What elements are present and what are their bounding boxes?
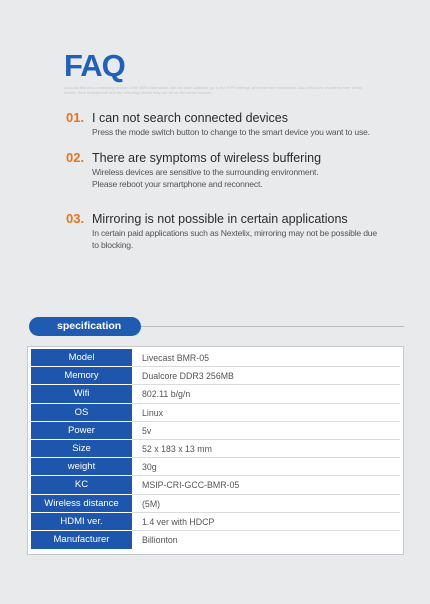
table-row	[31, 495, 400, 513]
spec-value: 802.11 b/g/n	[132, 385, 400, 403]
spec-value: 52 x 183 x 13 mm	[132, 440, 400, 458]
table-row	[31, 440, 400, 458]
spec-value: Dualcore DDR3 256MB	[132, 367, 400, 385]
spec-value: 5v	[132, 422, 400, 440]
faq-subtitle: Livecast Mirror is a mirroring device. If the WiFi information has not been updated, go to the WiFi settings, and reset the connection. Also check the model number of the device. Your smartphone and the mirroring device may not be on the same network.	[64, 85, 362, 95]
spec-value: Billionton	[142, 534, 178, 545]
faq-item	[66, 211, 406, 251]
table-row	[31, 458, 400, 476]
spec-value: MSIP-CRI-GCC-BMR-05	[132, 476, 400, 494]
spec-key: OS	[31, 404, 132, 422]
faq-question: Mirroring is not possible in certain applications	[92, 212, 348, 226]
faq-item	[66, 110, 406, 138]
spec-value: Linux	[132, 404, 400, 422]
spec-key: Model	[31, 349, 132, 367]
table-row	[31, 385, 400, 403]
spec-key: Size	[31, 440, 132, 458]
table-row	[31, 349, 400, 367]
spec-key: Power	[31, 422, 132, 440]
spec-key: HDMI ver.	[31, 513, 132, 531]
spec-value: Livecast BMR-05	[132, 349, 400, 367]
faq-question: There are symptoms of wireless buffering	[92, 151, 322, 165]
spec-table	[27, 346, 404, 555]
specification-label: specification	[29, 317, 141, 336]
spec-key: Manufacturer	[31, 531, 132, 549]
divider	[141, 326, 404, 327]
spec-value: 30g	[132, 458, 400, 476]
spec-value: 1.4 ver with HDCP	[132, 513, 400, 531]
faq-title: FAQ	[64, 48, 125, 83]
spec-key: Wifi	[31, 385, 132, 403]
table-row	[31, 531, 400, 549]
spec-value: (5M)	[132, 495, 400, 513]
faq-question: I can not search connected devices	[92, 111, 288, 125]
table-row	[31, 422, 400, 440]
table-row	[31, 404, 400, 422]
spec-key: Memory	[31, 367, 132, 385]
faq-answer: Wireless devices are sensitive to the surrounding environment. Please reboot your smartphone and reconnect.	[92, 167, 319, 189]
faq-answer: Press the mode switch button to change to the smart device you want to use.	[92, 127, 370, 137]
faq-number: 03.	[66, 211, 85, 226]
table-row	[31, 476, 400, 494]
faq-number: 02.	[66, 150, 85, 165]
table-row	[31, 367, 400, 385]
faq-number: 01.	[66, 110, 85, 125]
spec-key: KC	[31, 476, 132, 494]
spec-key: Wireless distance	[31, 495, 132, 513]
faq-item	[66, 150, 406, 190]
table-row	[31, 513, 400, 531]
spec-key: weight	[31, 458, 132, 476]
faq-answer: In certain paid applications such as Nextelix, mirroring may not be possible due to blocking.	[92, 228, 377, 250]
